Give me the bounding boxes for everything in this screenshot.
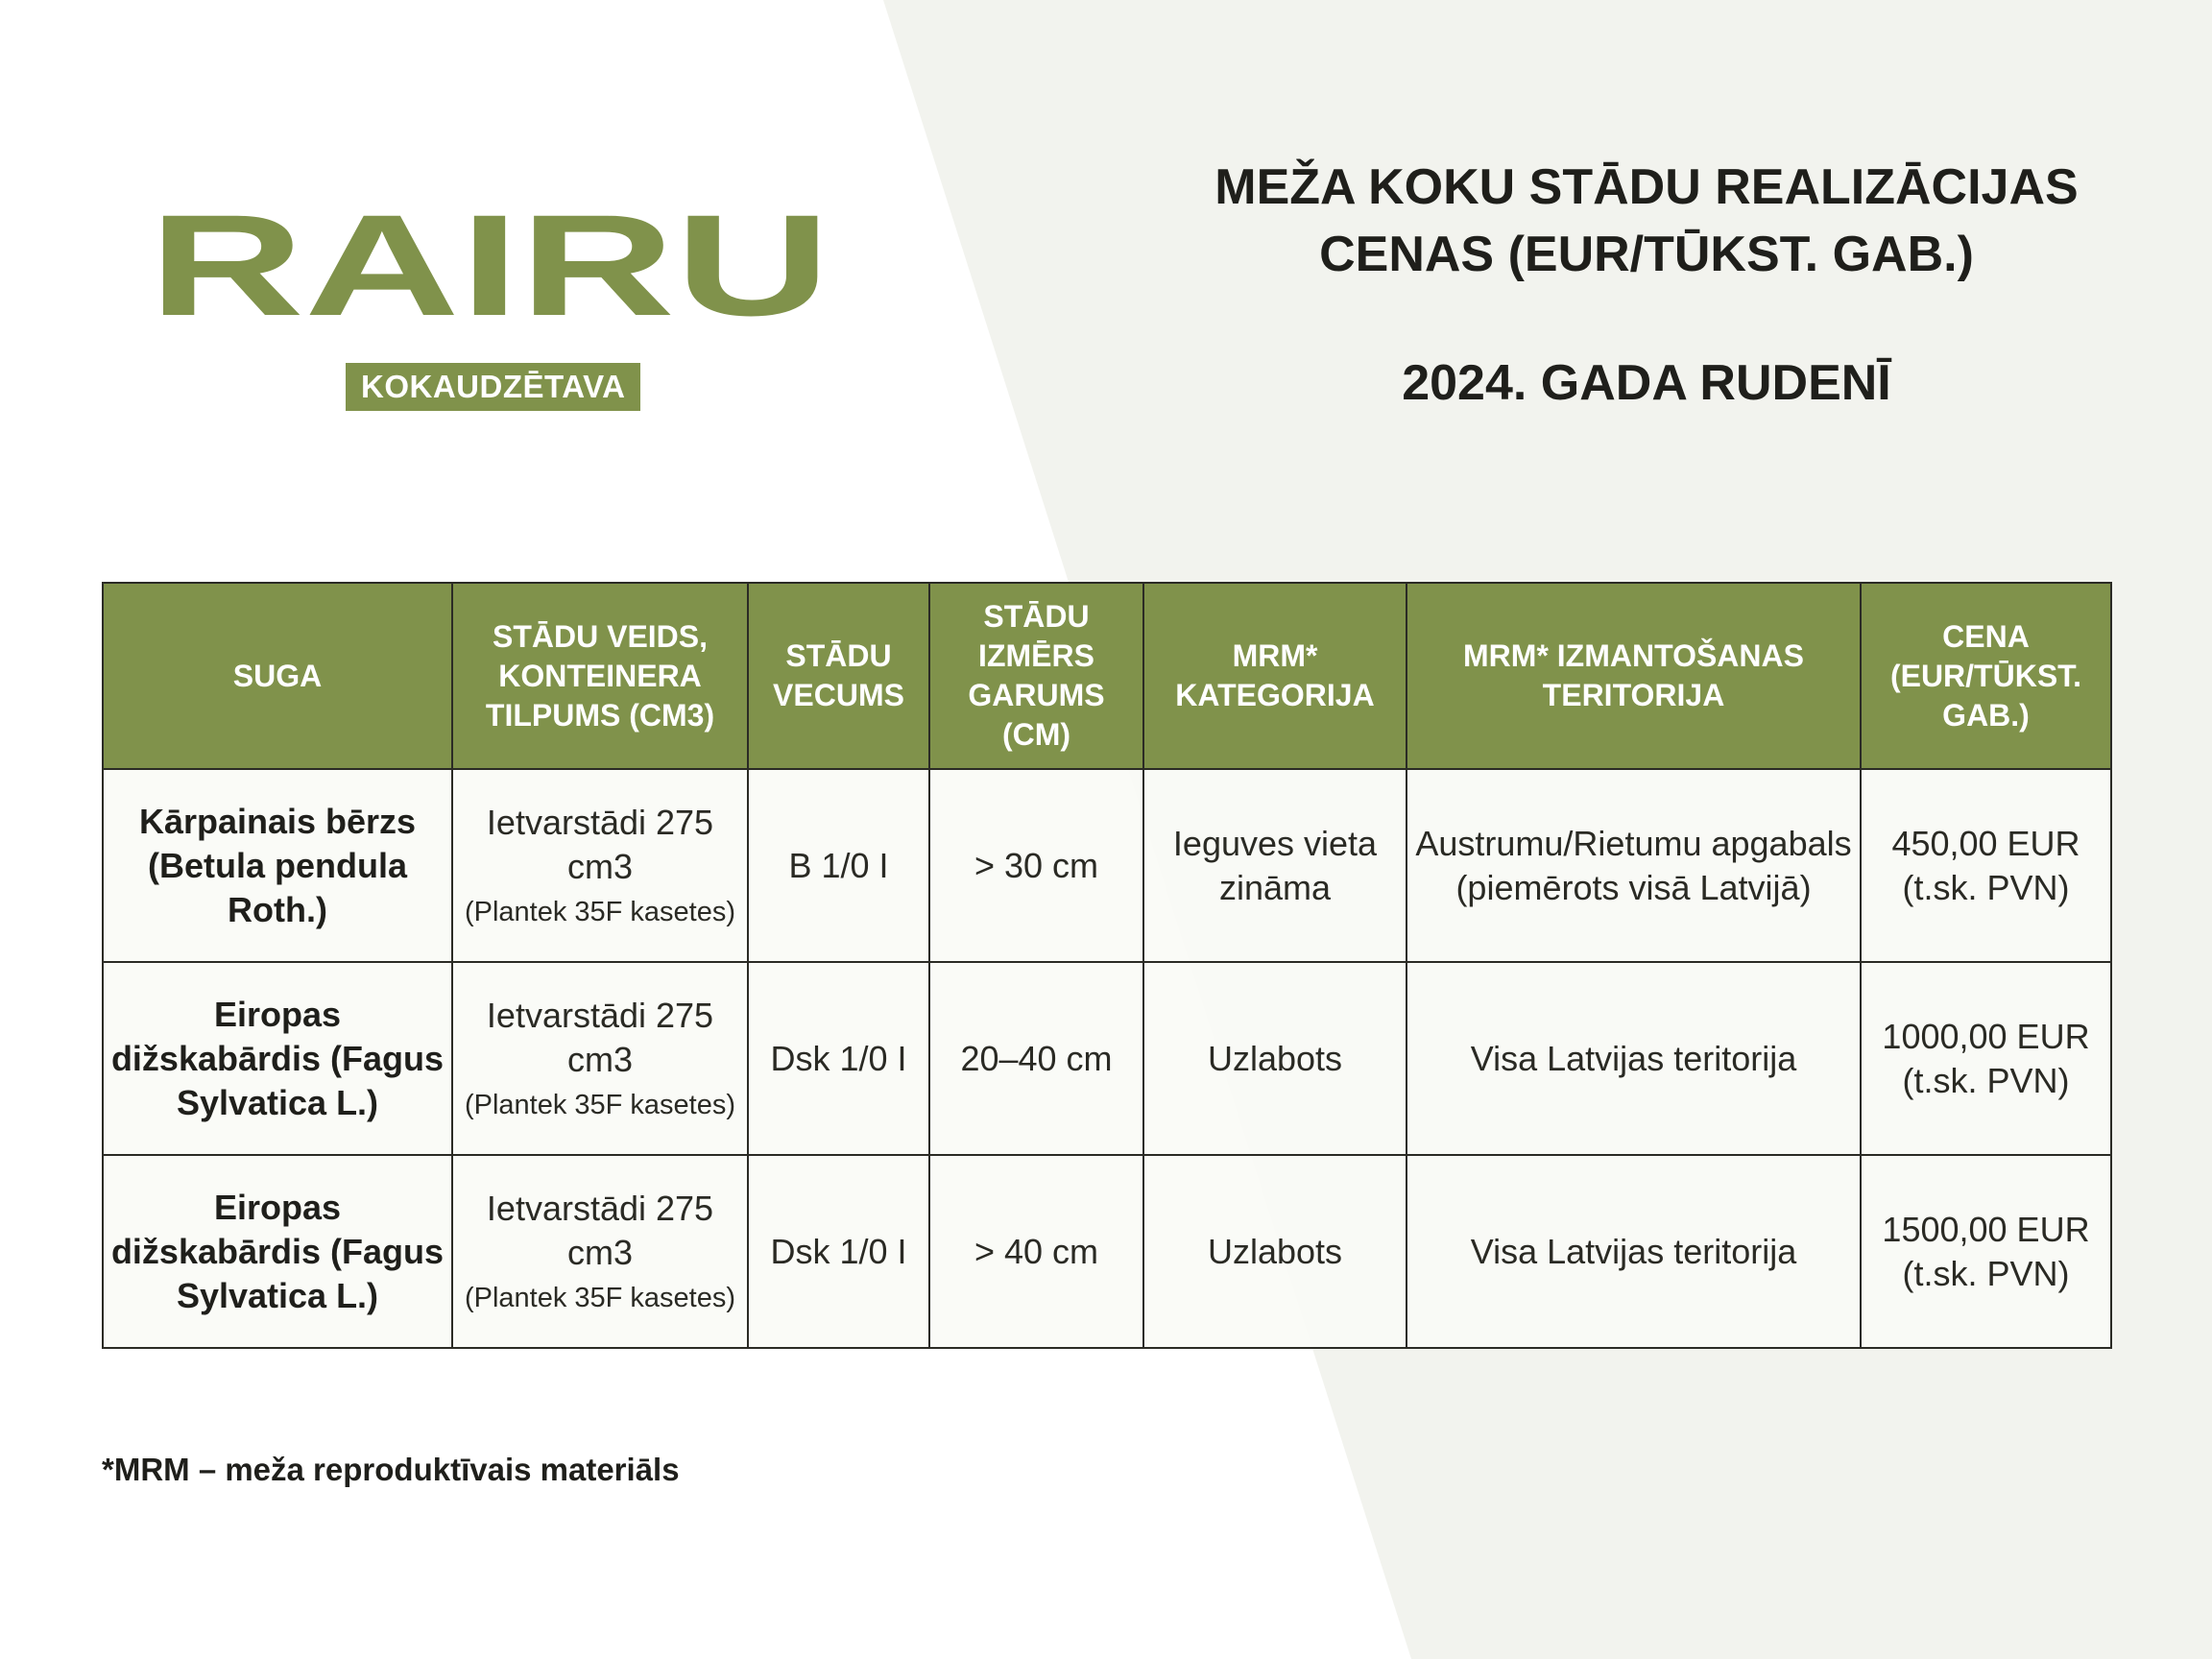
cell-territory: Austrumu/Rietumu apgabals (piemērots visā Latvijā) [1407, 769, 1861, 962]
header-category: MRM* KATEGORIJA [1143, 583, 1407, 769]
cell-age: Dsk 1/0 I [748, 962, 929, 1155]
cell-age: B 1/0 I [748, 769, 929, 962]
table-header-row [103, 583, 2111, 769]
cell-price: 1000,00 EUR (t.sk. PVN) [1861, 962, 2111, 1155]
cell-age: Dsk 1/0 I [748, 1155, 929, 1348]
cell-species: Eiropas dižskabārdis (Fagus Sylvatica L.) [103, 1155, 452, 1348]
cell-type [452, 1155, 748, 1348]
type-main: Ietvarstādi 275 cm3 [486, 996, 714, 1079]
type-note: (Plantek 35F kasetes) [464, 897, 736, 927]
type-note: (Plantek 35F kasetes) [464, 1090, 736, 1120]
cell-price: 1500,00 EUR (t.sk. PVN) [1861, 1155, 2111, 1348]
cell-territory: Visa Latvijas teritorija [1407, 1155, 1861, 1348]
cell-type [452, 962, 748, 1155]
rairu-logo-wordmark [149, 209, 830, 321]
cell-size: 20–40 cm [929, 962, 1143, 1155]
cell-type [452, 769, 748, 962]
price-table [102, 582, 2112, 1349]
header-type: STĀDU VEIDS, KONTEINERA TILPUMS (CM3) [452, 583, 748, 769]
cell-size: > 40 cm [929, 1155, 1143, 1348]
title-line-1: MEŽA KOKU STĀDU REALIZĀCIJAS [1214, 159, 2079, 215]
cell-category: Uzlabots [1143, 962, 1407, 1155]
title-line-2: CENAS (EUR/TŪKST. GAB.) [1319, 227, 1974, 282]
table-row [103, 769, 2111, 962]
title-line-3: 2024. GADA RUDENĪ [1402, 355, 1891, 411]
table-row [103, 1155, 2111, 1348]
type-main: Ietvarstādi 275 cm3 [486, 803, 714, 886]
svg-text:RAIRU: RAIRU [149, 209, 830, 321]
brand-subtitle: KOKAUDZĒTAVA [346, 363, 640, 411]
type-main: Ietvarstādi 275 cm3 [486, 1189, 714, 1272]
table-row [103, 962, 2111, 1155]
cell-species: Kārpainais bērzs (Betula pendula Roth.) [103, 769, 452, 962]
header-age: STĀDU VECUMS [748, 583, 929, 769]
header-price: CENA (EUR/TŪKST. GAB.) [1861, 583, 2111, 769]
cell-species: Eiropas dižskabārdis (Fagus Sylvatica L.) [103, 962, 452, 1155]
header-size: STĀDU IZMĒRS GARUMS (CM) [929, 583, 1143, 769]
cell-category: Uzlabots [1143, 1155, 1407, 1348]
header-territory: MRM* IZMANTOŠANAS TERITORIJA [1407, 583, 1861, 769]
footnote: *MRM – meža reproduktīvais materiāls [102, 1452, 680, 1487]
page-title [1104, 154, 2189, 417]
cell-size: > 30 cm [929, 769, 1143, 962]
cell-territory: Visa Latvijas teritorija [1407, 962, 1861, 1155]
type-note: (Plantek 35F kasetes) [464, 1283, 736, 1313]
brand-logo [149, 209, 830, 404]
header-species: SUGA [103, 583, 452, 769]
cell-price: 450,00 EUR (t.sk. PVN) [1861, 769, 2111, 962]
cell-category: Ieguves vieta zināma [1143, 769, 1407, 962]
